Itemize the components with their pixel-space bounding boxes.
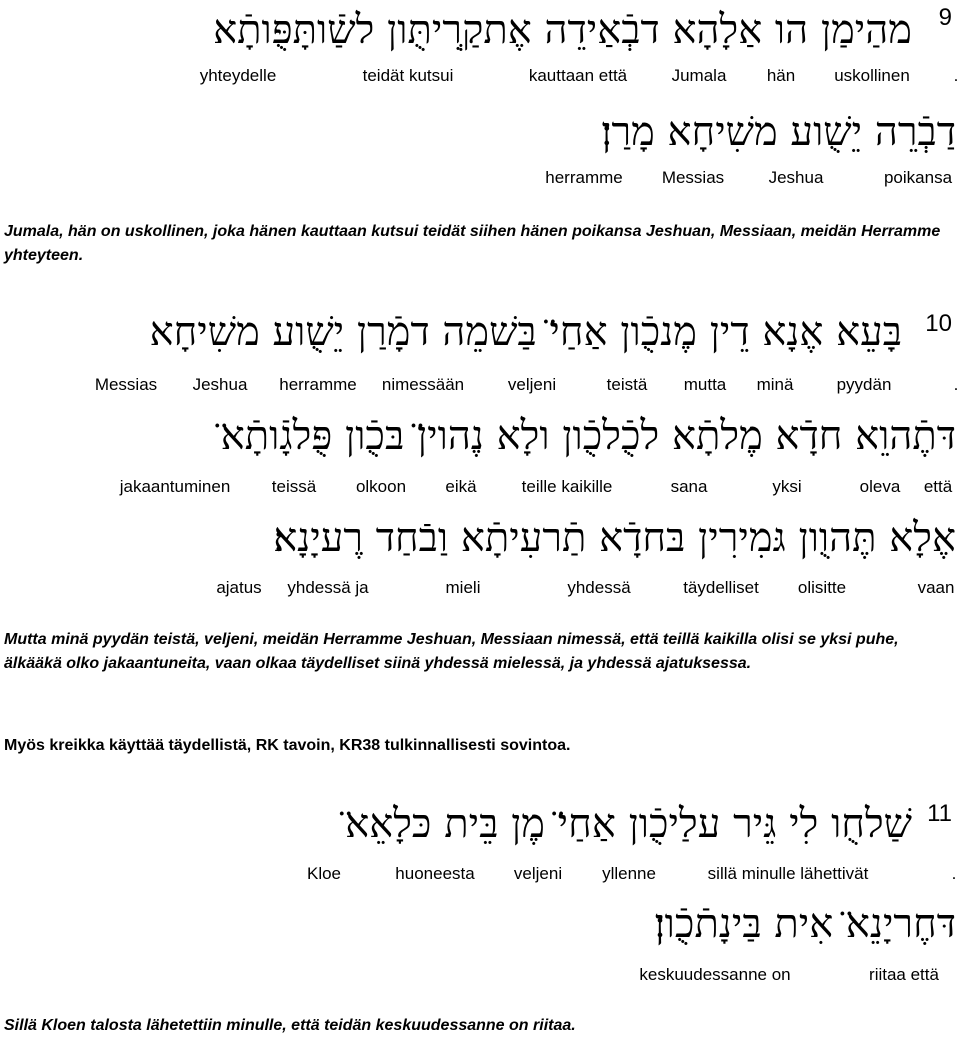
gloss-word: herramme <box>279 375 357 394</box>
gloss-word: yllenne <box>602 864 656 883</box>
gloss-word: minä <box>756 375 794 394</box>
gloss-word: . <box>951 864 957 883</box>
verse10-note: Myös kreikka käyttää täydellistä, RK tavoin, KR38 tulkinnallisesti sovintoa. <box>4 737 571 754</box>
gloss-word: . <box>953 66 959 85</box>
gloss-word: Jeshua <box>192 375 248 394</box>
verse9-line1-gloss <box>0 64 960 88</box>
verse10-line1-gloss <box>0 373 960 397</box>
hebrew-text: אֶלָא תֶּהוֻון גּמִירִין בּחדָֿא תַֿרעִיתָֿא וַבֿחַד רֶעיָנָא׃ <box>273 515 956 561</box>
gloss-word: mutta <box>683 375 727 394</box>
gloss-word: yhdessä ja <box>287 578 369 597</box>
gloss-word: pyydän <box>836 375 892 394</box>
hebrew-text: שַׁלחֻו לִי גֵּיר עלַיכֻֿון אַחַי̈ מֶן בֵּית כּלָאֵא̈ <box>345 801 912 847</box>
verse-number: 10 <box>925 310 952 337</box>
gloss-word: Kloe <box>306 864 342 883</box>
verse10-line1 <box>0 304 960 364</box>
gloss-word: herramme <box>545 168 623 187</box>
verse9-translation: Jumala, hän on uskollinen, joka hänen kauttaan kutsui teidät siihen hänen poikansa Jeshuan, Messiaan, meidän Herramme yhteyteen. <box>4 223 941 264</box>
gloss-word: veljeni <box>507 375 557 394</box>
gloss-word: sana <box>670 477 708 496</box>
hebrew-text: דּתֶֿהוֵא חדָֿא מֶלתָֿא לכֻֿלכֻֿון ולָא נֶהוין̈ בּכֻֿון פֻּלגָֿותָֿא̈ <box>220 413 956 459</box>
gloss-word: teissä <box>271 477 317 496</box>
gloss-word: sillä minulle lähettivät <box>707 864 869 883</box>
gloss-word: riitaa että <box>869 965 939 984</box>
gloss-word: että <box>923 477 953 496</box>
verse11-line2-gloss <box>0 963 960 987</box>
gloss-word: Jumala <box>671 66 727 85</box>
verse11-line1 <box>0 796 960 856</box>
verse10-line2 <box>0 408 960 468</box>
gloss-word: uskollinen <box>834 66 910 85</box>
hebrew-text: דּחֶריָנֵא̈ אִית בַּינָתֿכֻֿון׃ <box>654 901 956 947</box>
gloss-word: yksi <box>772 477 802 496</box>
gloss-word: Messias <box>661 168 725 187</box>
gloss-word: keskuudessanne on <box>639 965 791 984</box>
gloss-word: vaan <box>917 578 955 597</box>
hebrew-text: בָּעֵא אֶנָא דֵין מֶנכֻֿון אַחַי̈ בַּשׁמֵה דמָֿרַן יֵשֻׁוע משִׁיחָא <box>149 309 902 355</box>
verse10-translation: Mutta minä pyydän teistä, veljeni, meidän Herramme Jeshuan, Messiaan nimessä, että teillä kaikilla olisi se yksi puhe, älkääkä olko jakaantuneita, vaan olkaa täydelliset siinä yhdessä mielessä, ja yhdessä ajatuksessa. <box>4 631 899 672</box>
gloss-word: olkoon <box>355 477 407 496</box>
gloss-word: veljeni <box>513 864 563 883</box>
hebrew-text: דַבְֿרֵה יֵשֻׁוע משִׁיחָא מָרַן׃ <box>601 109 956 155</box>
gloss-word: hän <box>766 66 796 85</box>
verse10-line3 <box>0 510 960 570</box>
verse11-line2 <box>0 896 960 956</box>
gloss-word: huoneesta <box>395 864 475 883</box>
verse-number: 9 <box>938 4 952 31</box>
gloss-word: . <box>953 375 959 394</box>
hebrew-text: מהַימַן הו אַלָהָא דבְֿאַידֵה אֶתקְַרִיתֻּון לשַֿותָּפֻּותָֿא <box>213 7 912 53</box>
verse11-translation: Sillä Kloen talosta lähetettiin minulle, että teidän keskuudessanne on riitaa. <box>4 1017 576 1034</box>
gloss-word: yhteydelle <box>199 66 277 85</box>
gloss-word: täydelliset <box>683 578 759 597</box>
gloss-word: poikansa <box>883 168 953 187</box>
gloss-word: olisitte <box>797 578 847 597</box>
gloss-word: kauttaan että <box>528 66 628 85</box>
gloss-word: jakaantuminen <box>119 477 231 496</box>
gloss-word: oleva <box>859 477 901 496</box>
gloss-word: teille kaikille <box>521 477 613 496</box>
gloss-word: Messias <box>94 375 158 394</box>
verse10-line3-gloss <box>0 576 960 600</box>
verse9-line1 <box>0 2 960 62</box>
gloss-word: nimessään <box>381 375 465 394</box>
verse-number: 11 <box>927 800 952 827</box>
gloss-word: teistä <box>606 375 648 394</box>
verse10-line2-gloss <box>0 475 960 499</box>
verse9-line2 <box>0 104 960 164</box>
gloss-word: eikä <box>445 477 477 496</box>
gloss-word: yhdessä <box>567 578 631 597</box>
gloss-word: mieli <box>445 578 481 597</box>
gloss-word: teidät kutsui <box>362 66 454 85</box>
verse9-line2-gloss <box>0 166 960 190</box>
verse11-line1-gloss <box>0 862 960 886</box>
gloss-word: ajatus <box>216 578 262 597</box>
gloss-word: Jeshua <box>768 168 824 187</box>
